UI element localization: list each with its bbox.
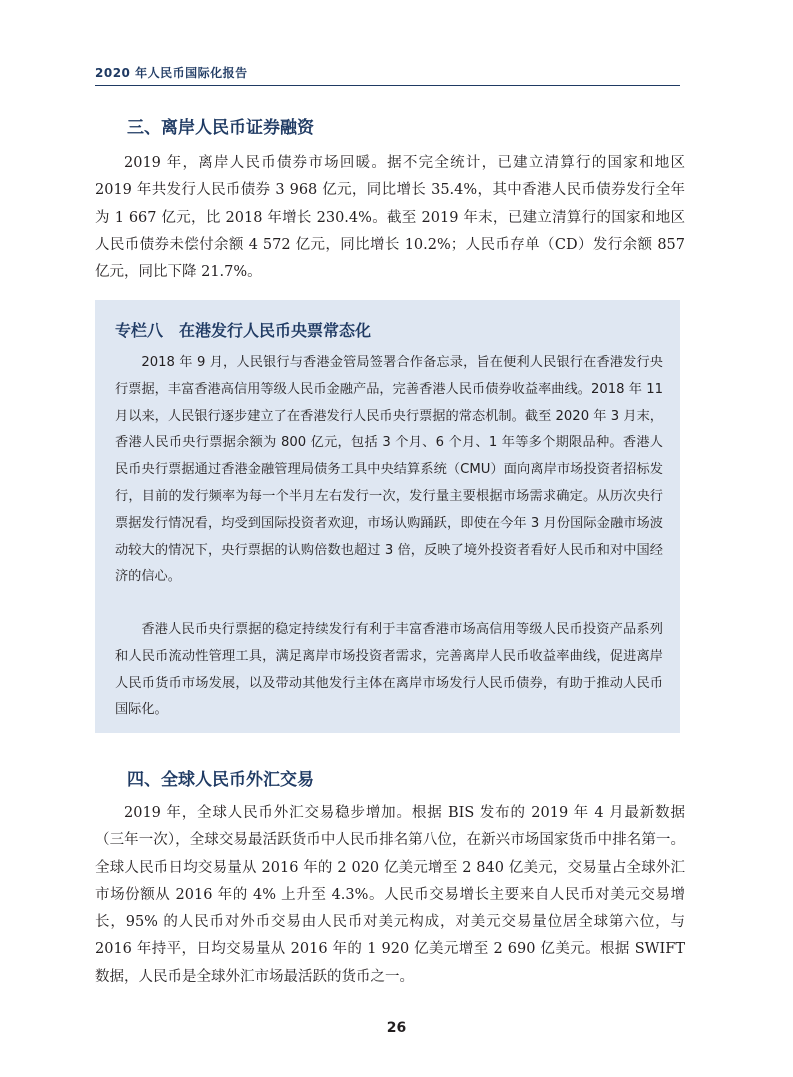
section-heading-fx-trading: 四、全球人民币外汇交易 (127, 770, 314, 790)
paragraph-fx-trading: 2019 年，全球人民币外汇交易稳步增加。根据 BIS 发布的 2019 年 4 月最新数据（三年一次），全球交易最活跃货币中人民币排名第八位，在新兴市场国家货币中排名第一。全球人民币日均交易量从 2016 年的 2 020 亿美元增至 2 840 亿美元，交易量占全球外汇市场份额从 2016 年的 4% 上升至 4.3%。人民币交易增长主要来自人民币对美元交易增长，95% 的人民币对外币交易由人民币对美元构成，对美元交易量位居全球第六位，与 2016 年持平，日均交易量从 2016 年的 1 920 亿美元增至 2 690 亿美元。根据 SWIFT 数据，人民币是全球外汇市场最活跃的货币之一。 (95, 805, 685, 985)
column-box-8 (95, 300, 680, 733)
column-box-paragraph-1: 2018 年 9 月，人民银行与香港金管局签署合作备忘录，旨在便利人民银行在香港发行央行票据，丰富香港高信用等级人民币金融产品，完善香港人民币债券收益率曲线。2018 年 11 月以来，人民银行逐步建立了在香港发行人民币央行票据的常态机制。截至 2020 年 3 月末，香港人民币央行票据余额为 800 亿元，包括 3 个月、6 个月、1 年等多个期限品种。香港人民币央行票据通过香港金融管理局债务工具中央结算系统（CMU）面向离岸市场投资者招标发行，目前的发行频率为每一个半月左右发行一次，发行量主要根据市场需求确定。从历次央行票据发行情况看，均受到国际投资者欢迎，市场认购踊跃，即使在今年 3 月份国际金融市场波动较大的情况下，央行票据的认购倍数也超过 3 倍，反映了境外投资者看好人民币和对中国经济的信心。 (115, 355, 663, 585)
section-heading-offshore-securities: 三、离岸人民币证券融资 (127, 118, 314, 138)
page-number: 26 (386, 1020, 407, 1036)
paragraph-offshore-bonds: 2019 年，离岸人民币债券市场回暖。据不完全统计，已建立清算行的国家和地区 2019 年共发行人民币债券 3 968 亿元，同比增长 35.4%，其中香港人民币债券发行全年为 1 667 亿元，比 2018 年增长 230.4%。截至 2019 年末，已建立清算行的国家和地区人民币债券未偿付余额 4 572 亿元，同比增长 10.2%；人民币存单（CD）发行余额 857 亿元，同比下降 21.7%。 (95, 155, 685, 281)
header-divider (95, 85, 680, 86)
column-box-title: 专栏八 在港发行人民币央票常态化 (115, 321, 372, 340)
column-box-paragraph-2: 香港人民币央行票据的稳定持续发行有利于丰富香港市场高信用等级人民币投资产品系列和人民币流动性管理工具，满足离岸市场投资者需求，完善离岸人民币收益率曲线，促进离岸人民币货币市场发展，以及带动其他发行主体在离岸市场发行人民币债券，有助于推动人民币国际化。 (115, 622, 663, 718)
running-header: 2020 年人民币国际化报告 (95, 66, 248, 80)
